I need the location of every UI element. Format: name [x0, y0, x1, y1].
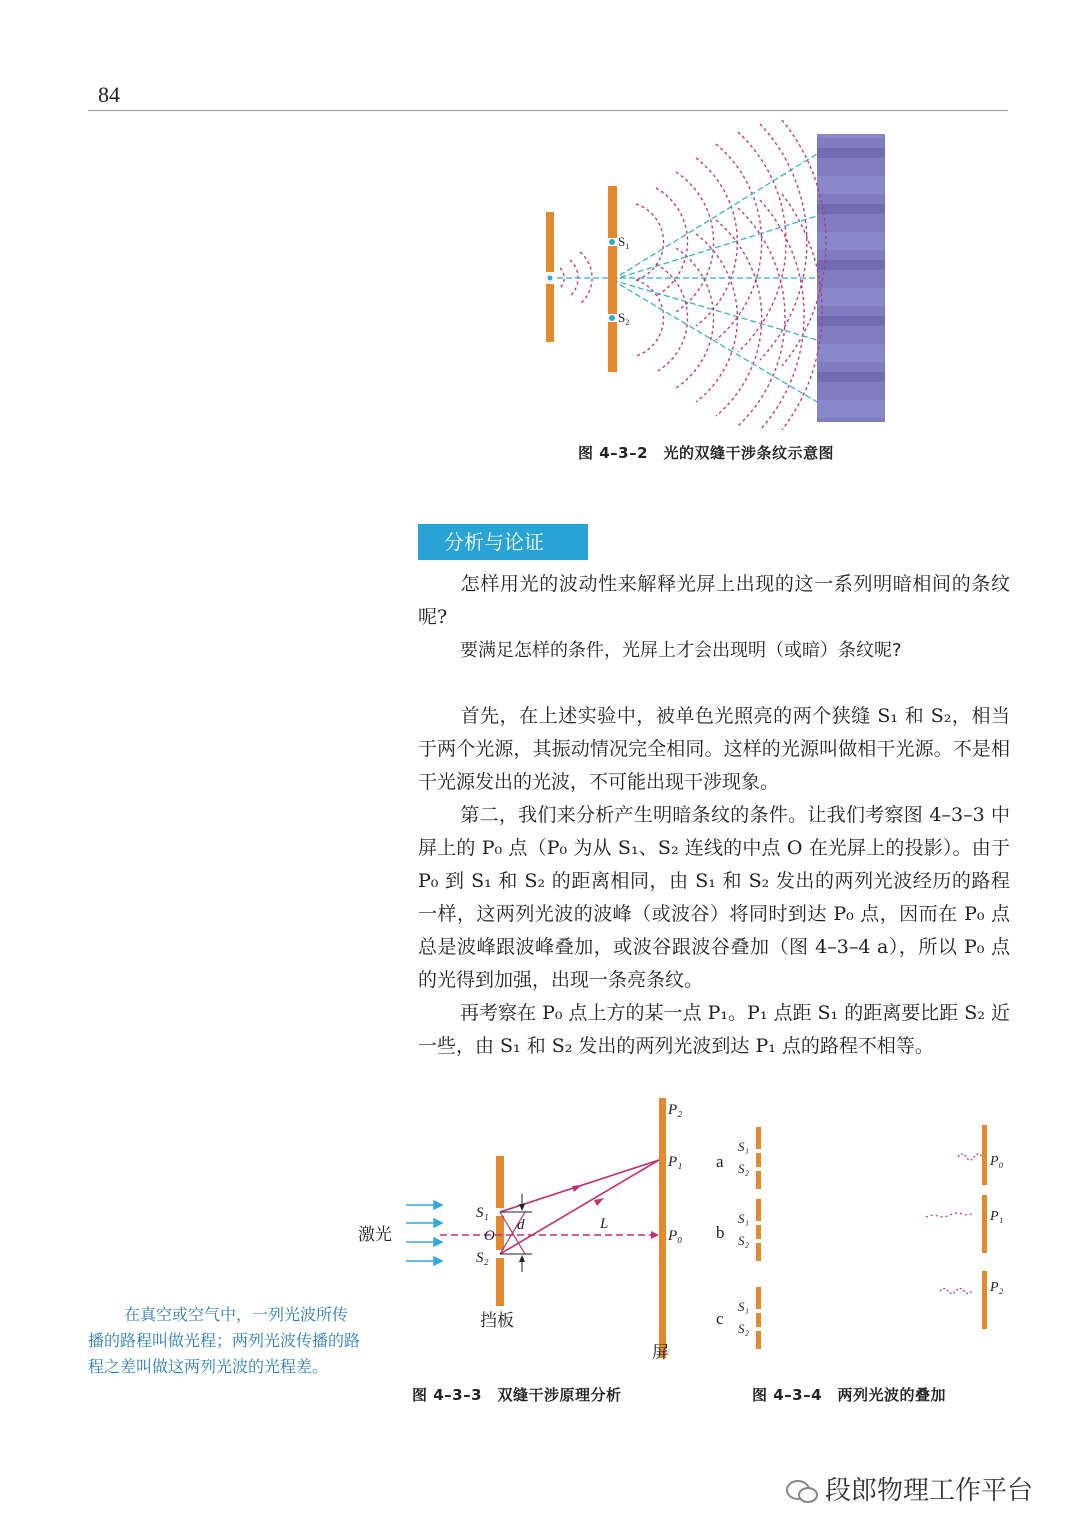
side-note: 在真空或空气中，一列光波所传播的路程叫做光程；两列光波传播的路程之差叫做这两列光波的光程差。	[88, 1305, 361, 1376]
question-1: 怎样用光的波动性来解释光屏上出现的这一系列明暗相间的条纹呢?	[418, 573, 1010, 628]
svg-text:S1	[618, 234, 629, 251]
paragraph-2: 第二，我们来分析产生明暗条纹的条件。让我们考察图 4–3–3 中屏上的 P₀ 点（P₀ 为从 S₁、S₂ 连线的中点 O 在光屏上的投影）。由于 P₀ 到 S₁ 和 S₂ 的距离相同，由 S₁ 和 S₂ 发出的两列光波经历的路程一样，这两列光波的波峰（或波谷）将同时到达 P₀ 点，因而在 P₀ 点总是波峰跟波峰叠加，或波谷跟波谷叠加（图 4–3–4 a），所以 P₀ 点的光得到加强，出现一条亮条纹。	[418, 804, 1010, 991]
double-slit-interference-figure	[530, 120, 900, 430]
figure-4-3-3-caption: 图 4–3–3 双缝干涉原理分析	[412, 1386, 622, 1404]
laser-label: 激光	[358, 1225, 392, 1244]
label-s2: S	[618, 310, 626, 325]
double-slit-barrier	[608, 186, 617, 372]
slit-label-s2: S₂	[476, 1250, 489, 1266]
p0-label: P₀	[668, 1228, 683, 1244]
watermark	[785, 1470, 1033, 1507]
question-2: 要满足怎样的条件，光屏上才会出现明（或暗）条纹呢?	[460, 640, 902, 661]
watermark-text: 段郎物理工作平台	[825, 1476, 1034, 1506]
baffle	[496, 1156, 504, 1306]
row-a-s2: S₂	[738, 1161, 750, 1176]
wechat-icon	[785, 1479, 819, 1505]
paragraph-3: 再考察在 P₀ 点上方的某一点 P₁。P₁ 点距 S₁ 的距离要比距 S₂ 近一些，由 S₁ 和 S₂ 发出的两列光波到达 P₁ 点的路程不相等。	[418, 1002, 1010, 1057]
l-label: L	[600, 1216, 609, 1232]
p2-label: P₂	[668, 1102, 683, 1118]
row-c-tag: c	[716, 1309, 724, 1328]
row-b-point: P₁	[990, 1209, 1004, 1224]
row-c-s1: S₁	[738, 1299, 750, 1314]
midpoint-o-label: O	[484, 1228, 495, 1244]
row-b-s2: S₂	[738, 1233, 750, 1248]
header-rule	[88, 110, 1008, 111]
screen	[659, 1098, 666, 1358]
figure-4-3-2-caption: 图 4–3–2 光的双缝干涉条纹示意图	[578, 444, 835, 462]
section-title: 分析与论证	[418, 524, 588, 560]
screen-label: 屏	[652, 1343, 669, 1362]
row-c	[716, 1271, 1004, 1349]
slit-label-s1: S₁	[476, 1205, 489, 1221]
row-a-s1: S₁	[738, 1139, 750, 1154]
row-a-point: P₀	[990, 1154, 1004, 1169]
row-c-point: P₂	[990, 1280, 1004, 1295]
baffle-label: 挡板	[480, 1311, 514, 1330]
svg-text:S2	[618, 310, 629, 327]
label-s1: S	[618, 234, 626, 249]
row-a-tag: a	[716, 1152, 724, 1171]
page-number: 84	[98, 82, 120, 107]
p1-label: P₁	[668, 1154, 683, 1170]
laser-arrows	[406, 1201, 442, 1265]
row-b-s1: S₁	[738, 1211, 750, 1226]
fringe-screen	[817, 134, 885, 422]
row-b	[716, 1195, 1003, 1261]
row-a	[716, 1125, 1004, 1189]
label-s1-sub: 1	[625, 242, 630, 251]
paragraph-1: 首先，在上述实验中，被单色光照亮的两个狭缝 S₁ 和 S₂，相当于两个光源，其振动情况完全相同。这样的光源叫做相干光源。不是相干光源发出的光波，不可能出现干涉现象。	[418, 705, 1010, 793]
double-slit-principle-figure	[350, 1090, 710, 1370]
row-b-tag: b	[716, 1223, 725, 1242]
label-s2-sub: 2	[625, 318, 630, 327]
d-label: d	[517, 1217, 525, 1233]
wave-superposition-figure	[700, 1115, 1020, 1365]
row-c-s2: S₂	[738, 1321, 750, 1336]
figure-4-3-4-caption: 图 4–3–4 两列光波的叠加	[752, 1386, 947, 1404]
